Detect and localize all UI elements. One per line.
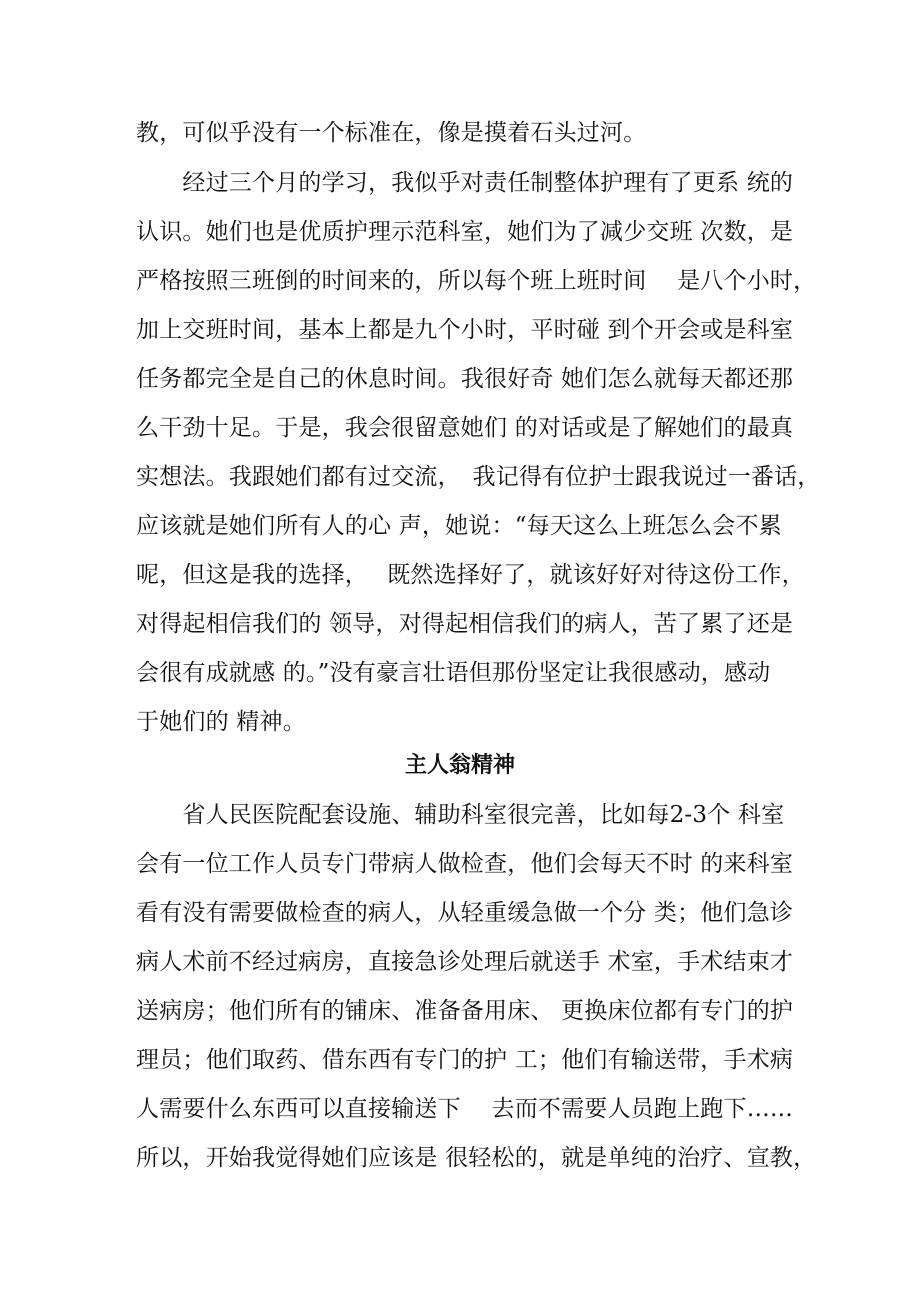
text-line: 送病房；他们所有的铺床、准备备用床、 更换床位都有专门的护 xyxy=(136,998,794,1024)
text-line: 呢，但这是我的选择， 既然选择好了，就该好好对待这份工作， xyxy=(136,562,805,588)
text-line: 会很有成就感 的。”没有豪言壮语但那份坚定让我很感动，感动 xyxy=(136,660,771,686)
text-line: 理员；他们取药、借东西有专门的护 工；他们有输送带，手术病 xyxy=(136,1047,794,1073)
text-line: 教，可似乎没有一个标准在，像是摸着石头过河。 xyxy=(136,120,647,146)
text-line: 么干劲十足。于是，我会很留意她们 的对话或是了解她们的最真 xyxy=(136,415,794,441)
text-line: 人需要什么东西可以直接输送下 去而不需要人员跑上跑下…… xyxy=(136,1096,794,1122)
text-line: 所以，开始我觉得她们应该是 很轻松的，就是单纯的治疗、宣教， xyxy=(136,1145,817,1171)
text-line: 任务都完全是自己的休息时间。我很好奇 她们怎么就每天都还那 xyxy=(136,366,794,392)
text-line: 加上交班时间，基本上都是九个小时，平时碰 到个开会或是科室 xyxy=(136,317,794,343)
text-line: 经过三个月的学习，我似乎对责任制整体护理有了更系 统的 xyxy=(136,170,794,196)
text-line: 实想法。我跟她们都有过交流， 我记得有位护士跟我说过一番话， xyxy=(136,464,821,490)
section-heading: 主人翁精神 xyxy=(404,753,515,778)
text-line: 看有没有需要做检查的病人，从轻重缓急做一个分 类；他们急诊 xyxy=(136,900,794,926)
text-line: 病人术前不经过病房，直接急诊处理后就送手 术室，手术结束才 xyxy=(136,949,794,975)
text-line: 省人民医院配套设施、辅助科室很完善，比如每2-3个 科室 xyxy=(136,802,785,828)
text-line: 严格按照三班倒的时间来的，所以每个班上班时间 是八个小时， xyxy=(136,268,817,294)
text-line: 应该就是她们所有人的心 声，她说：“每天这么上班怎么会不累 xyxy=(136,513,782,539)
text-line: 认识。她们也是优质护理示范科室，她们为了减少交班 次数，是 xyxy=(136,219,794,245)
text-line: 会有一位工作人员专门带病人做检查，他们会每天不时 的来科室 xyxy=(136,851,794,877)
text-line: 于她们的 精神。 xyxy=(136,709,306,735)
text-line: 对得起相信我们的 领导，对得起相信我们的病人，苦了累了还是 xyxy=(136,611,794,637)
